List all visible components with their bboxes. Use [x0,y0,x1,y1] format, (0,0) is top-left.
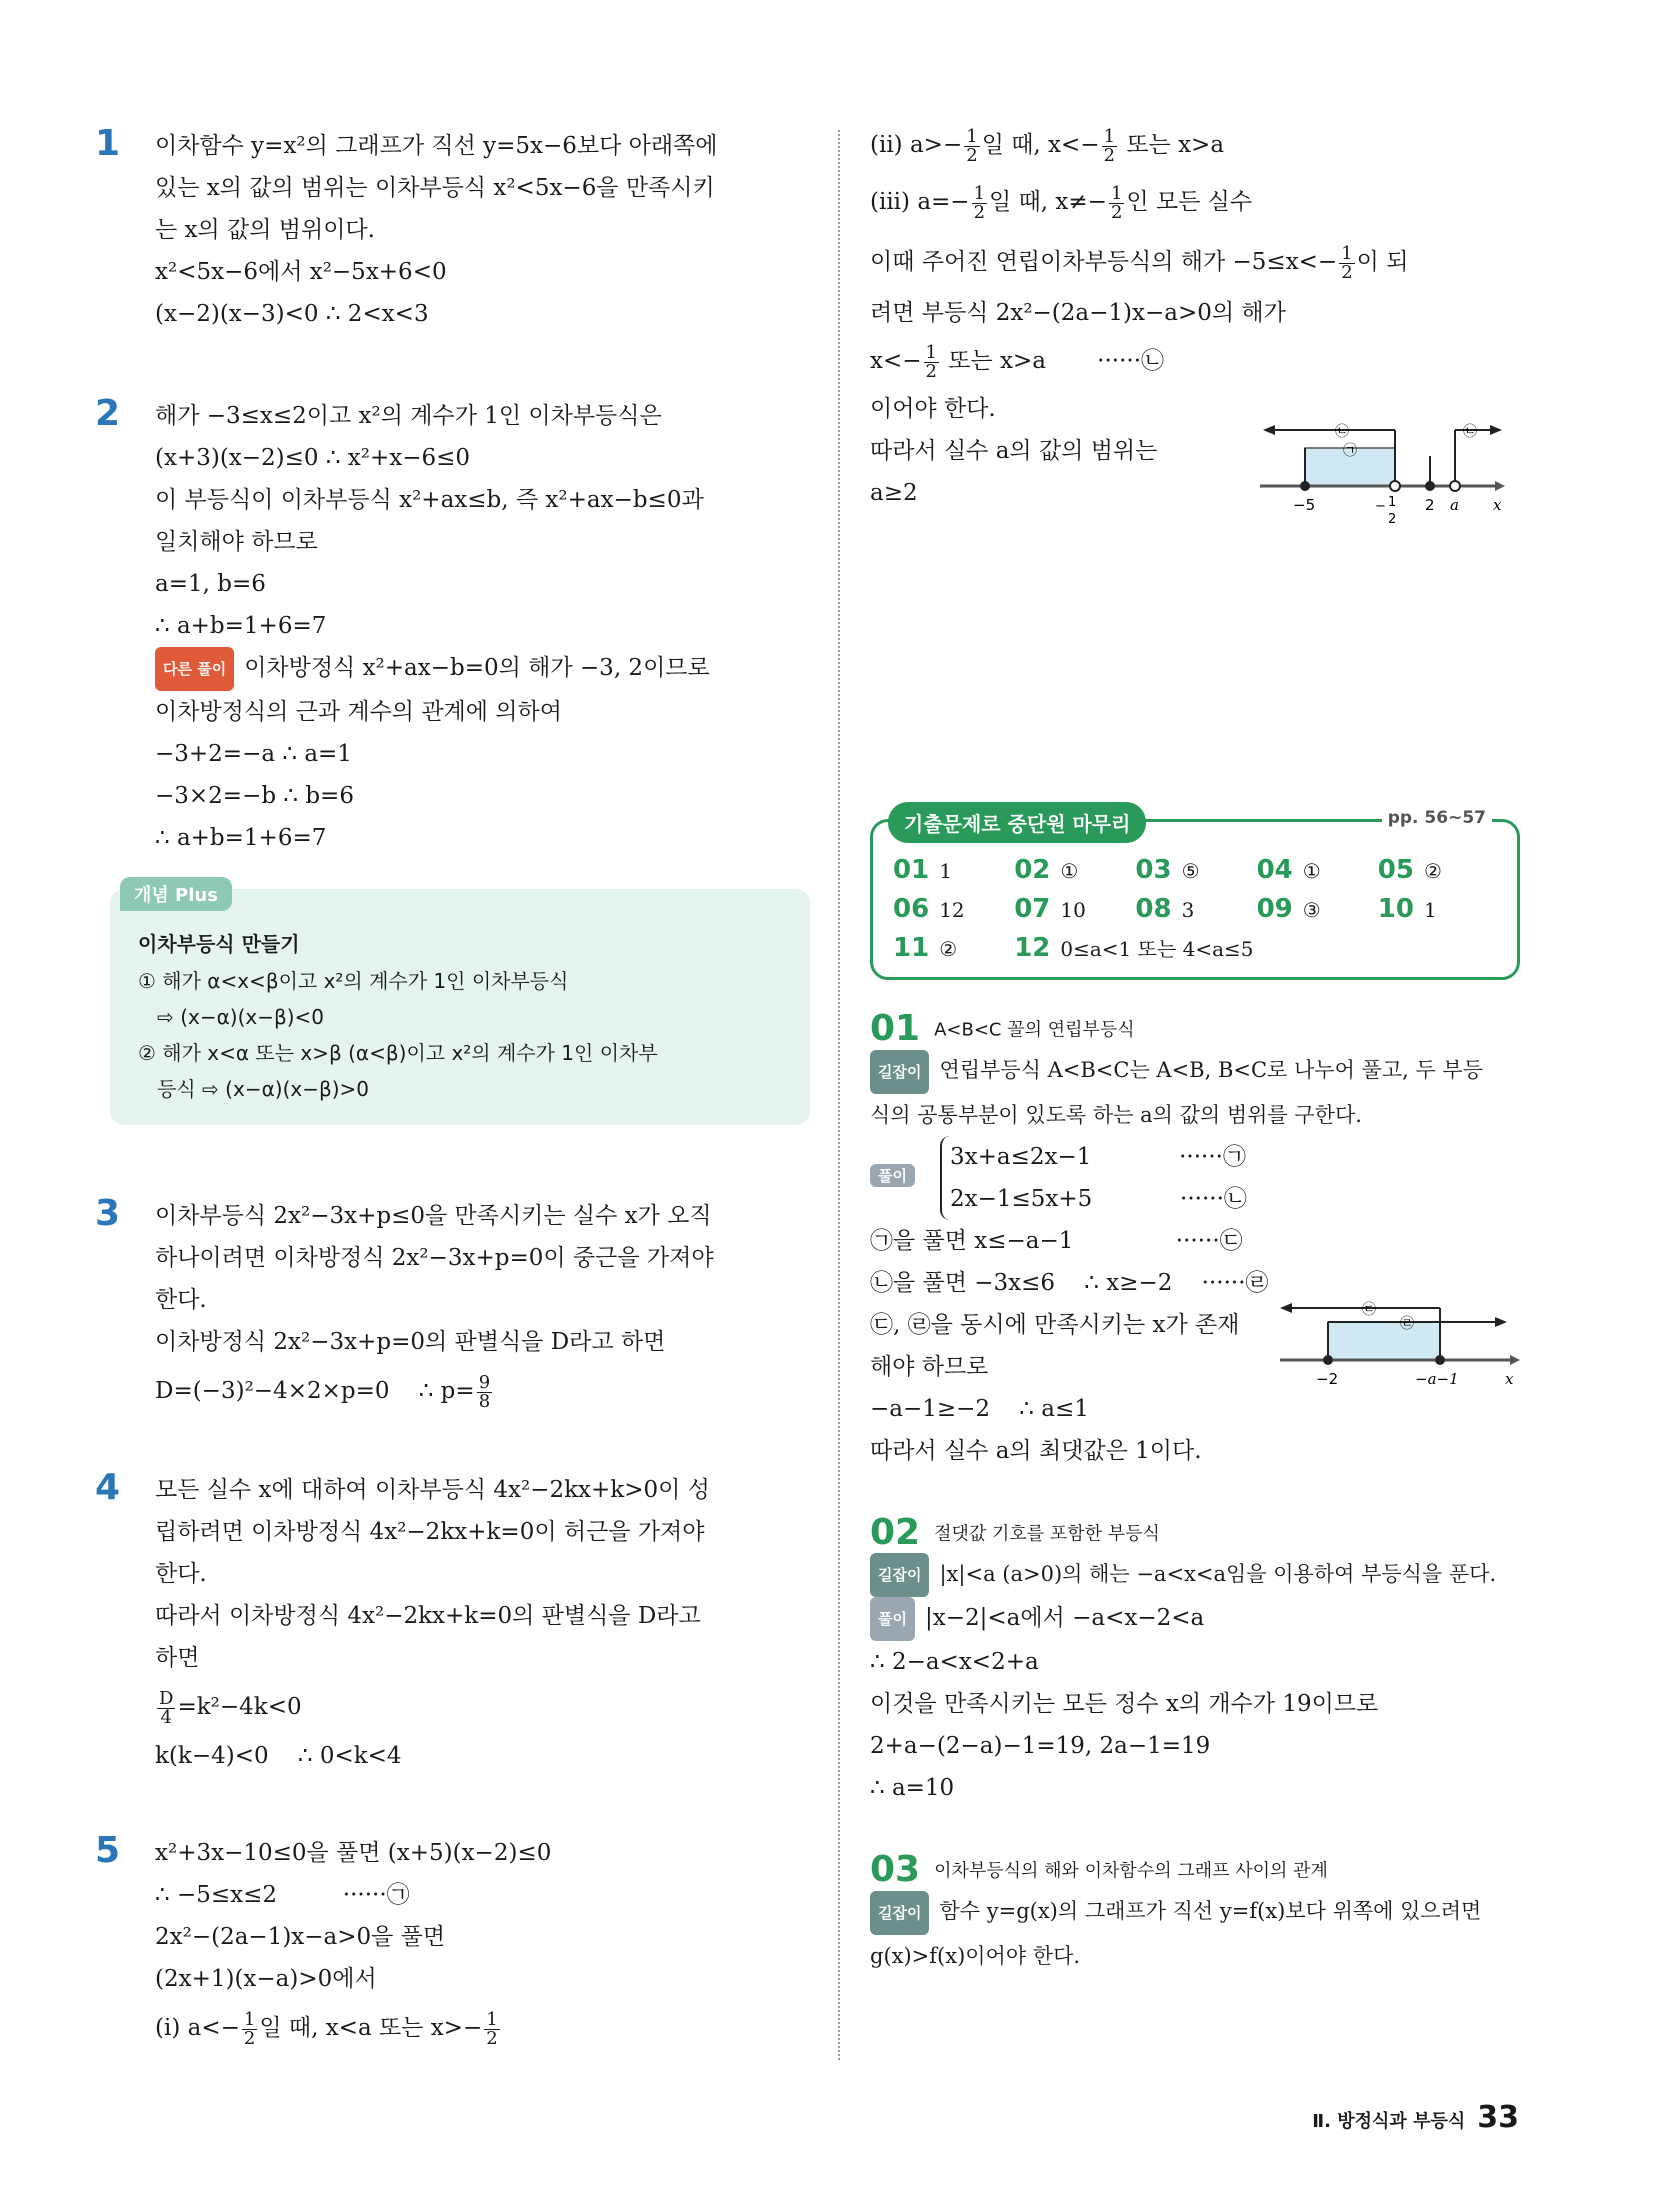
axis-label: x [1493,496,1502,514]
equation-text: D=(−3)²−4×2×p=0 ∴ p= [155,1378,475,1404]
answer-value: 0≤a<1 또는 4<a≤5 [1060,937,1254,961]
answer-summary-box [870,808,1520,980]
text-line: 한다. [155,1561,207,1587]
right-column [870,118,1520,1977]
answer-value: 12 [939,898,965,922]
problem-number: 4 [95,1467,121,1508]
text-line: (x−2)(x−3)<0 ∴ 2<x<3 [155,301,429,327]
concept-line: 등식 ⇨ (x−α)(x−β)>0 [138,1077,370,1101]
text-line: 따라서 실수 a의 값의 범위는 [870,438,1158,464]
answer-number: 08 [1135,894,1172,924]
text-line: ㉢, ㉣을 동시에 만족시키는 x가 존재 [870,1311,1240,1338]
guide-tag: 길잡이 [870,1553,929,1597]
fraction-denominator: 2 [1341,261,1353,283]
number-line-diagram [1255,418,1515,528]
equation-line [155,1363,805,1419]
problem-4 [95,1467,805,1777]
text-line: 있는 x의 값의 범위는 이차부등식 x²<5x−6을 만족시키 [155,175,715,201]
column-divider [838,130,840,2060]
guide-line [870,1553,1520,1598]
fraction-numerator: 1 [925,341,937,363]
axis-arrow [1495,481,1505,491]
solution-line [870,1597,1520,1641]
solution-title: A<B<C 꼴의 연립부등식 [934,1019,1135,1041]
text-line: 한다. [155,1287,207,1313]
fraction-denominator: 2 [243,2027,256,2049]
answer-number: 05 [1377,855,1414,885]
answer-item [1135,854,1256,887]
fraction [1109,182,1124,223]
case-text: 일 때, x≠− [989,189,1107,215]
fraction [1102,125,1117,166]
problem-5 [95,1830,805,2056]
fraction [242,2008,257,2049]
alt-solution-line [155,647,805,691]
text-line: −3×2=−b ∴ b=6 [155,783,354,809]
text-line: ∴ a=10 [870,1775,955,1801]
case-line [870,172,1520,232]
answer-value: 1 [939,859,952,883]
solution-title: 절댓값 기호를 포함한 부등식 [934,1523,1160,1544]
region-marker: ㉠ [1343,443,1357,459]
text-line: 이차함수 y=x²의 그래프가 직선 y=5x−6보다 아래쪽에 [155,133,718,159]
solution-03-header [870,1849,1520,1890]
problem-number: 3 [95,1193,121,1234]
fraction-denominator: 8 [478,1390,491,1412]
concept-line: ⇨ (x−α)(x−β)<0 [138,1005,325,1029]
text-line: x²<5x−6에서 x²−5x+6<0 [155,259,447,285]
concept-line: ① 해가 α<x<β이고 x²의 계수가 1인 이차부등식 [138,969,569,993]
text-line: ∴ a+b=1+6=7 [155,825,327,851]
answer-item [893,854,1014,887]
answer-value: ⑤ [1181,859,1200,883]
text-line: ㉡을 풀면 −3x≤6 ∴ x≥−2 ······㉣ [870,1269,1269,1296]
interval-arrow-right [1495,1317,1507,1327]
text-line: 2+a−(2−a)−1=19, 2a−1=19 [870,1733,1211,1759]
tick-label: −a−1 [1415,1369,1459,1388]
fraction-numerator: 1 [1341,242,1353,264]
text-line [870,334,1520,388]
answer-item [893,932,1014,965]
concept-line: ② 해가 x<α 또는 x>β (α<β)이고 x²의 계수가 1인 이차부 [138,1041,658,1065]
system-block [870,1136,1520,1220]
answer-value: ① [1302,859,1321,883]
tick-label: a [1450,496,1459,514]
answer-number: 01 [893,855,930,885]
answer-value: ② [1423,859,1442,883]
answer-number: 02 [1014,855,1051,885]
text: 또는 x>a ······㉡ [940,348,1165,374]
text-line: 해야 하므로 [870,1353,989,1380]
answer-value: ② [939,937,958,961]
fraction-denominator: 2 [486,2027,498,2049]
text-line: 모든 실수 x에 대하여 이차부등식 4x²−2kx+k>0이 성 [155,1477,710,1503]
equation: 3x+a≤2x−1 ······㉠ [950,1143,1246,1170]
tick-label: −2 [1316,1369,1339,1388]
solution-title: 이차부등식의 해와 이차함수의 그래프 사이의 관계 [934,1860,1328,1882]
fraction-numerator: 9 [478,1371,491,1393]
guide-line [870,1049,1520,1094]
page-footer [1312,2100,1519,2135]
case-text: (iii) a=− [870,189,970,215]
page-number: 33 [1477,2100,1519,2135]
region-marker: ㉣ [1400,1315,1414,1332]
solution-tag: 풀이 [870,1164,915,1187]
text-line: (2x+1)(x−a)>0에서 [155,1966,377,1992]
answer-item [1014,932,1499,965]
problem-number: 2 [95,393,121,434]
range-block [870,424,1520,527]
solution-01-header [870,1008,1520,1049]
text-line [870,232,1520,292]
alt-solution-tag: 다른 풀이 [155,647,234,691]
text-line: k(k−4)<0 ∴ 0<k<4 [155,1743,402,1769]
case-text: 또는 x>a [1119,132,1225,158]
shaded-region [1328,1322,1440,1360]
solution-number: 01 [870,1008,921,1049]
text: x<− [870,348,922,374]
fraction-denominator: 2 [1110,201,1123,223]
fraction [157,1687,175,1728]
closed-point [1425,481,1435,491]
axis-label: x [1505,1369,1514,1388]
answer-grid [893,854,1499,965]
text-line: ∴ 2−a<x<2+a [870,1649,1039,1675]
answer-item [1257,854,1378,887]
problem-2 [95,393,805,859]
fraction-denominator: 2 [925,360,937,382]
answer-summary-pages: pp. 56~57 [1382,808,1492,828]
tick-label-half-num: 1 [1388,495,1397,510]
text-line: ∴ a+b=1+6=7 [155,613,327,639]
text-line: 따라서 실수 a의 최댓값은 1이다. [870,1437,1202,1464]
problem-1 [95,123,805,335]
closed-point [1323,1355,1333,1365]
alt-text: 이차방정식 x²+ax−b=0의 해가 −3, 2이므로 [244,655,710,681]
fraction-numerator: D [159,1687,174,1709]
interval-arrow-left [1280,1303,1292,1313]
text: 이때 주어진 연립이차부등식의 해가 −5≤x<− [870,249,1338,275]
answer-value: ③ [1302,898,1321,922]
tick-label: −5 [1293,496,1316,514]
text-line: 립하려면 이차방정식 4x²−2kx+k=0이 허근을 가져야 [155,1519,705,1545]
text-line: (x+3)(x−2)≤0 ∴ x²+x−6≤0 [155,445,471,471]
fraction-denominator: 2 [966,144,978,166]
text-line: 이 부등식이 이차부등식 x²+ax≤b, 즉 x²+ax−b≤0과 [155,487,704,513]
fraction [477,1371,492,1412]
text: 이 되 [1356,249,1409,275]
open-point [1450,481,1460,491]
solution-number: 03 [870,1849,921,1890]
fraction-denominator: 4 [160,1706,172,1728]
text-line: 이차방정식의 근과 계수의 관계에 의하여 [155,699,562,725]
guide-line [870,1890,1520,1935]
axis-arrow [1510,1355,1520,1365]
fraction [972,182,987,223]
text-line: 2x²−(2a−1)x−a>0을 풀면 [155,1924,446,1950]
answer-item [1014,854,1135,887]
text-line: 이것을 만족시키는 모든 정수 x의 개수가 19이므로 [870,1691,1379,1717]
solution-tag: 풀이 [870,1597,915,1641]
problem-number: 5 [95,1830,121,1871]
guide-line: 식의 공통부분이 있도록 하는 a의 값의 범위를 구한다. [870,1102,1362,1127]
answer-item [1257,893,1378,926]
closed-point [1300,481,1310,491]
text-line: 는 x의 값의 범위이다. [155,217,375,243]
region-marker: ㉢ [1362,1301,1376,1318]
text-line: 하면 [155,1645,200,1671]
answer-item [1014,893,1135,926]
text-line: a=1, b=6 [155,571,266,597]
fraction [484,2008,499,2049]
answer-item [1378,854,1499,887]
answer-value: ① [1060,859,1079,883]
fraction-numerator: 1 [966,125,978,147]
answer-summary-title: 기출문제로 중단원 마무리 [888,802,1146,843]
fraction-numerator: 1 [243,2008,256,2030]
concept-plus-badge: 개념 Plus [120,877,232,911]
equation-text: =k²−4k<0 [177,1694,302,1720]
case-line [870,118,1520,172]
equation: 2x−1≤5x+5 ······㉡ [950,1185,1247,1212]
equation-line [155,1679,805,1735]
case-text: (i) a<− [155,2015,240,2041]
text-line: 따라서 이차방정식 4x²−2kx+k=0의 판별식을 D라고 [155,1603,701,1629]
case-text: 일 때, x<a 또는 x>− [259,2015,483,2041]
answer-item [893,893,1014,926]
case-text: 일 때, x<− [981,132,1100,158]
tick-label-half-den: 2 [1388,512,1397,527]
tick-label-half: − [1375,499,1386,514]
number-line-diagram [1280,1300,1520,1395]
text-line: ∴ −5≤x≤2 ······㉠ [155,1882,410,1908]
solution-number: 02 [870,1511,921,1553]
text-line: 하나이려면 이차방정식 2x²−3x+p=0이 중근을 가져야 [155,1245,714,1271]
guide-text: |x|<a (a>0)의 해는 −a<x<a임을 이용하여 부등식을 푼다. [939,1561,1497,1586]
text-line: 이차부등식 2x²−3x+p≤0을 만족시키는 실수 x가 오직 [155,1203,712,1229]
text-line: 이차방정식 2x²−3x+p=0의 판별식을 D라고 하면 [155,1329,666,1355]
answer-number: 10 [1377,894,1414,924]
answer-item [1135,893,1256,926]
text-line: 려면 부등식 2x²−(2a−1)x−a>0의 해가 [870,300,1286,326]
case-text: (ii) a>− [870,132,963,158]
guide-text: 연립부등식 A<B<C는 A<B, B<C로 나누어 풀고, 두 부등 [939,1058,1483,1082]
fraction-numerator: 1 [1110,182,1123,204]
fraction-numerator: 1 [486,2008,498,2030]
answer-number: 04 [1256,855,1293,885]
guide-tag: 길잡이 [870,1050,929,1094]
fraction-numerator: 1 [973,182,986,204]
text-line: 일치해야 하므로 [155,529,318,555]
text-line: −3+2=−a ∴ a=1 [155,741,352,767]
fraction-denominator: 2 [973,201,986,223]
case-line [155,2000,805,2056]
concept-plus-title: 이차부등식 만들기 [138,932,300,956]
text-line: a≥2 [870,480,918,506]
text-line: −a−1≥−2 ∴ a≤1 [870,1395,1089,1422]
tick-label: 2 [1425,496,1435,514]
answer-number: 09 [1256,894,1293,924]
open-point [1390,481,1400,491]
closed-point [1435,1355,1445,1365]
footer-section: Ⅱ. 방정식과 부등식 [1312,2111,1466,2132]
left-column [95,123,805,2116]
guide-text: 함수 y=g(x)의 그래프가 직선 y=f(x)보다 위쪽에 있으려면 [939,1899,1482,1923]
fraction [964,125,979,166]
solution-02-header [870,1512,1520,1553]
problem-3 [95,1193,805,1419]
case-text: 인 모든 실수 [1126,189,1253,215]
answer-number: 12 [1014,933,1051,963]
text-line: x²+3x−10≤0을 풀면 (x+5)(x−2)≤0 [155,1840,552,1866]
answer-item [1378,893,1499,926]
region-marker: ㉡ [1463,424,1477,440]
concept-plus-box [110,885,810,1125]
answer-value: 10 [1060,898,1086,922]
region-marker: ㉡ [1335,424,1349,440]
text-line: 해가 −3≤x≤2이고 x²의 계수가 1인 이차부등식은 [155,403,662,429]
answer-number: 11 [893,933,930,963]
guide-line: g(x)>f(x)이어야 한다. [870,1943,1081,1968]
answer-number: 03 [1135,855,1172,885]
guide-tag: 길잡이 [870,1891,929,1935]
fraction [1339,242,1354,283]
interval-arrow-left [1263,425,1275,435]
fraction-numerator: 1 [1103,125,1116,147]
fraction-denominator: 2 [1103,144,1116,166]
equation-system [940,1136,1520,1220]
answer-value: 1 [1423,898,1437,922]
fraction [924,341,939,382]
s01-body [870,1220,1520,1472]
problem-number: 1 [95,123,121,164]
text-line: ㉠을 풀면 x≤−a−1 ······㉢ [870,1227,1243,1254]
solution-text: |x−2|<a에서 −a<x−2<a [924,1605,1205,1631]
answer-value: 3 [1181,898,1195,922]
interval-arrow-right [1490,425,1502,435]
answer-number: 06 [893,894,930,924]
text-line: 이어야 한다. [870,396,996,422]
answer-number: 07 [1014,894,1051,924]
